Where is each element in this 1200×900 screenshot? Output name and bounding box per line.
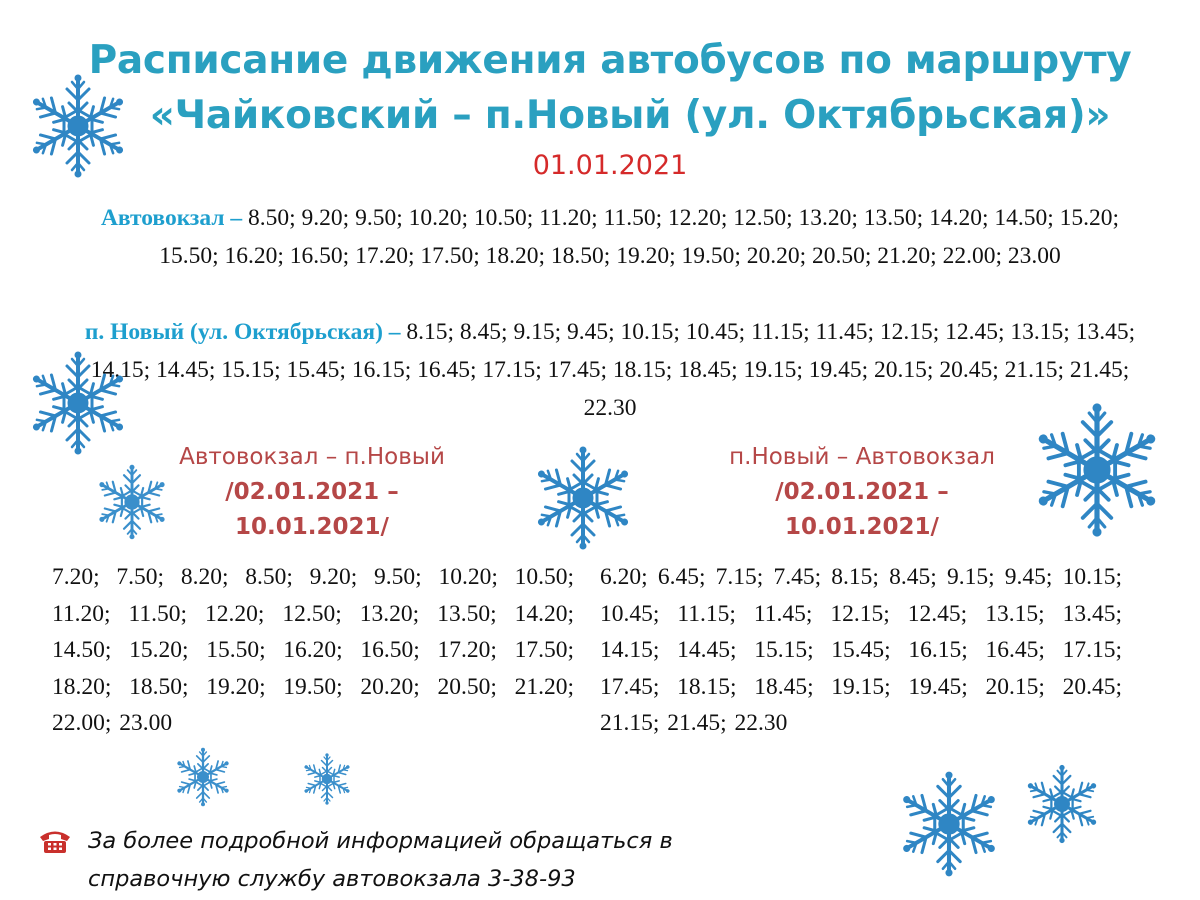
schedule-from-station-times: 8.50; 9.20; 9.50; 10.20; 10.50; 11.20; 11.50; 12.20; 12.50; 13.20; 13.50; 14.20; 14.50; 15.20; 15.50; 16.20; 16.50; 17.20; 17.50; 18.20; 18.50; 19.20; 19.50; 20.20; 20.50; 21.20; 22.00; 23.00 [159,205,1120,269]
schedule-from-station-label: Автовокзал – [100,205,243,231]
snowflake-icon [1018,760,1106,848]
period-right-dates-line2: 10.01.2021/ [785,514,939,540]
footer-info-line2: справочную службу автовокзала 3-38-93 [88,866,576,892]
snowflake-icon [20,345,136,461]
footer-info-line1: За более подробной информацией обращаться в [88,828,673,854]
schedule-from-novy [80,313,1140,427]
page-title-line2: «Чайковский – п.Новый (ул. Октябрьская)» [149,93,1111,138]
period-right-heading [672,440,1052,545]
snowflake-icon [525,440,641,556]
period-left-route: Автовокзал – п.Новый [179,444,445,470]
schedule-date: 01.01.2021 [532,150,688,181]
phone-icon [38,828,72,854]
period-right-times: 6.20; 6.45; 7.15; 7.45; 8.15; 8.45; 9.15; 9.45; 10.15; 10.45; 11.15; 11.45; 12.15; 12.45; 13.15; 13.45; 14.15; 14.45; 15.15; 15.45; 16.15; 16.45; 17.15; 17.45; 18.15; 18.45; 19.15; 19.45; 20.15; 20.45; 21.15; 21.45; 22.30 [600,564,1122,736]
snowflake-icon [170,744,236,810]
period-left-dates-line2: 10.01.2021/ [235,514,389,540]
schedule-from-station [80,199,1140,275]
snowflake-icon [90,460,174,544]
schedule-from-novy-times: 8.15; 8.45; 9.15; 9.45; 10.15; 10.45; 11.15; 11.45; 12.15; 12.45; 13.15; 13.45; 14.15; 14.45; 15.15; 15.45; 16.15; 16.45; 17.15; 17.45; 18.15; 18.45; 19.15; 19.45; 20.15; 20.45; 21.15; 21.45; 22.30 [90,319,1136,421]
footer-info [88,822,788,898]
period-left-times: 7.20; 7.50; 8.20; 8.50; 9.20; 9.50; 10.20; 10.50; 11.20; 11.50; 12.20; 12.50; 13.20; 13.50; 14.20; 14.50; 15.20; 15.50; 16.20; 16.50; 17.20; 17.50; 18.20; 18.50; 19.20; 19.50; 20.20; 20.50; 21.20; 22.00; 23.00 [52,564,574,736]
snowflake-icon [1022,395,1172,545]
period-left-dates-line1: /02.01.2021 – [225,479,399,505]
period-right-route: п.Новый – Автовокзал [729,444,995,470]
schedule-from-novy-label: п. Новый (ул. Октябрьская) – [84,319,401,345]
snowflake-icon [20,68,136,184]
snowflake-icon [298,750,356,808]
page-title-line1: Расписание движения автобусов по маршруту [88,38,1132,83]
period-left-heading [122,440,502,545]
period-right-dates-line1: /02.01.2021 – [775,479,949,505]
snowflake-icon [890,765,1008,883]
